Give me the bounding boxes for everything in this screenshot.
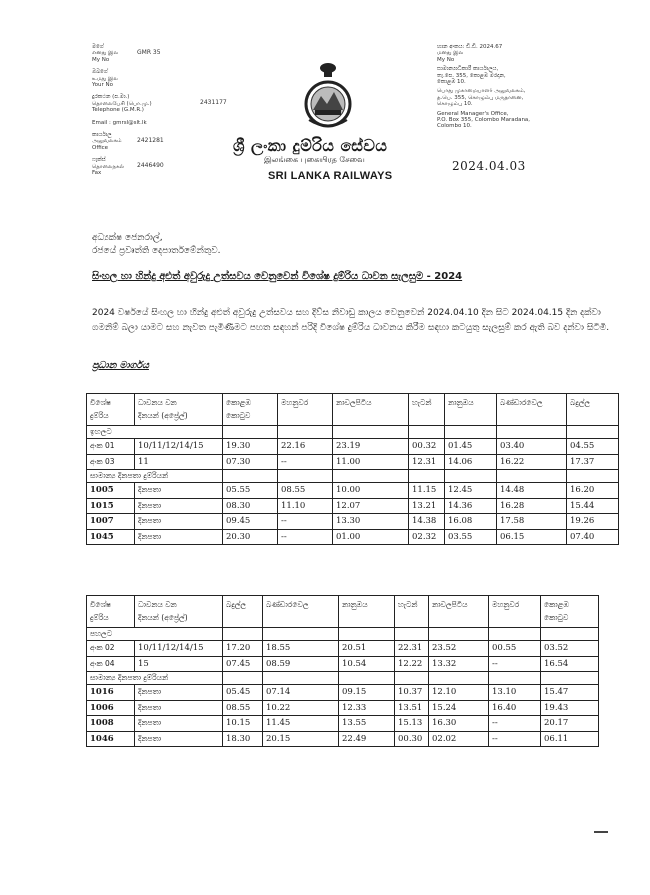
column-header bbox=[223, 394, 278, 426]
group-label: පහලට bbox=[87, 628, 223, 641]
office-address-line: General Manager's Office, bbox=[437, 110, 509, 117]
time-cell: 08.55 bbox=[223, 700, 263, 716]
time-cell: 01.00 bbox=[333, 529, 409, 545]
train-number: 1046 bbox=[87, 731, 135, 747]
column-header-line: දුම්රිය bbox=[90, 613, 109, 622]
time-cell: 22.16 bbox=[278, 439, 333, 455]
office-address-line: பொது முகாமையாளர் அலுவலகம், bbox=[437, 88, 526, 95]
time-cell: 16.22 bbox=[497, 454, 567, 470]
time-cell: 12.07 bbox=[333, 498, 409, 514]
time-cell: 06.15 bbox=[497, 529, 567, 545]
time-cell: 12.45 bbox=[445, 483, 497, 499]
time-cell: 16.40 bbox=[489, 700, 541, 716]
column-header-line: දුම්රිය bbox=[90, 411, 109, 420]
train-number: 1005 bbox=[87, 483, 135, 499]
empty-cell bbox=[339, 672, 395, 685]
office-address-line: My No bbox=[437, 56, 455, 63]
upward-timetable bbox=[86, 393, 619, 545]
table-row bbox=[87, 641, 599, 657]
time-cell: 03.52 bbox=[541, 641, 599, 657]
time-cell: -- bbox=[278, 454, 333, 470]
time-cell: 13.51 bbox=[395, 700, 429, 716]
column-header bbox=[409, 394, 445, 426]
train-number: 1008 bbox=[87, 716, 135, 732]
column-header-line: විශේෂ bbox=[90, 398, 111, 407]
empty-cell bbox=[497, 426, 567, 439]
time-cell: 07.45 bbox=[223, 656, 263, 672]
column-header-line: දිනයන් (අප්‍රේල්) bbox=[138, 613, 188, 622]
time-cell: 17.37 bbox=[567, 454, 619, 470]
group-row bbox=[87, 672, 599, 685]
time-cell: 05.45 bbox=[223, 685, 263, 701]
time-cell: 09.15 bbox=[339, 685, 395, 701]
time-cell: 17.58 bbox=[497, 514, 567, 530]
run-days: 10/11/12/14/15 bbox=[135, 641, 223, 657]
time-cell: 11.15 bbox=[409, 483, 445, 499]
run-days: දිනපතා bbox=[135, 685, 223, 701]
office-address-line: கொழும்பு 10. bbox=[437, 101, 473, 108]
train-number: 1015 bbox=[87, 498, 135, 514]
time-cell: 16.54 bbox=[541, 656, 599, 672]
contact-label: මගේ bbox=[92, 44, 104, 50]
time-cell: 13.30 bbox=[333, 514, 409, 530]
time-cell: 14.06 bbox=[445, 454, 497, 470]
empty-cell bbox=[409, 426, 445, 439]
train-number: අංක 04 bbox=[87, 656, 135, 672]
letter-body: 2024 වර්ෂයේ සිංහල හා හින්දු අළුත් අවුරුදු උත්සවය සහ දිව්ස නිවාඩු කාලය වෙනුවෙන් 2024.04.10 දින සිට 2024.04.15 දින දක්වා ගමනිම් බලා යාමට සහ නැවත පැමිණීමට පහත සඳහන් පරිදි විශේෂ දුම්රිය ධාවනය කිරීම සඳහා කටයුතු සැලසුම් කර ඇති බව දන්වා සිටිමි. bbox=[92, 308, 610, 333]
run-days: දිනපතා bbox=[135, 731, 223, 747]
time-cell: 15.13 bbox=[395, 716, 429, 732]
train-number: 1007 bbox=[87, 514, 135, 530]
column-header-line: මහනුවර bbox=[281, 398, 309, 407]
train-number: අංක 03 bbox=[87, 454, 135, 470]
table-row bbox=[87, 454, 619, 470]
empty-cell bbox=[223, 672, 263, 685]
downward-timetable bbox=[86, 595, 599, 747]
empty-cell bbox=[429, 628, 489, 641]
table-row bbox=[87, 716, 599, 732]
empty-cell bbox=[339, 628, 395, 641]
recipient-line: අධ්‍යක්ෂ ජෙනරාල්, bbox=[92, 233, 163, 243]
time-cell: 16.28 bbox=[497, 498, 567, 514]
contact-label: Telephone (G.M.R.) bbox=[92, 107, 144, 114]
time-cell: 19.43 bbox=[541, 700, 599, 716]
office-address-line: තැ.පෙ. 355, කොළඹ මරදාන, bbox=[437, 72, 506, 79]
empty-cell bbox=[445, 426, 497, 439]
column-header-line: බණ්ඩාරවෙල bbox=[500, 398, 543, 407]
column-header bbox=[333, 394, 409, 426]
table-row bbox=[87, 700, 599, 716]
column-header bbox=[489, 596, 541, 628]
time-cell: 08.59 bbox=[263, 656, 339, 672]
time-cell: 12.10 bbox=[429, 685, 489, 701]
empty-cell bbox=[395, 628, 429, 641]
empty-cell bbox=[263, 628, 339, 641]
contact-entry bbox=[92, 94, 272, 113]
time-cell: 15.47 bbox=[541, 685, 599, 701]
contact-label: දුරකථන (ප.මා.) bbox=[92, 94, 130, 101]
railway-emblem-icon bbox=[303, 58, 353, 132]
time-cell: 03.40 bbox=[497, 439, 567, 455]
train-number: අංක 01 bbox=[87, 439, 135, 455]
time-cell: 07.14 bbox=[263, 685, 339, 701]
time-cell: 20.30 bbox=[223, 529, 278, 545]
group-label: සාමාන්‍ය දිනපතා දුම්රියන් bbox=[87, 470, 223, 483]
time-cell: 12.22 bbox=[395, 656, 429, 672]
train-number: 1016 bbox=[87, 685, 135, 701]
run-days: දිනපතා bbox=[135, 498, 223, 514]
office-address-line: மனது இல bbox=[437, 50, 464, 57]
time-cell: -- bbox=[489, 731, 541, 747]
contact-value: GMR 35 bbox=[137, 49, 161, 56]
contact-label: Email : gmrsl@slt.lk bbox=[92, 119, 147, 126]
column-header bbox=[541, 596, 599, 628]
time-cell: 18.30 bbox=[223, 731, 263, 747]
empty-cell bbox=[489, 672, 541, 685]
recipient-line: රජයේ ප්‍රවෘත්ති දෙපාර්තමේන්තුව. bbox=[92, 246, 221, 256]
contact-label: Office bbox=[92, 144, 109, 151]
time-cell: 07.30 bbox=[223, 454, 278, 470]
empty-cell bbox=[223, 628, 263, 641]
contact-label: Your No bbox=[92, 82, 113, 89]
time-cell: 09.45 bbox=[223, 514, 278, 530]
group-label: ඉහලට bbox=[87, 426, 223, 439]
table-header-row bbox=[87, 394, 619, 426]
time-cell: 17.20 bbox=[223, 641, 263, 657]
contact-entry bbox=[92, 157, 272, 176]
org-name-english: SRI LANKA RAILWAYS bbox=[268, 170, 393, 182]
time-cell: 20.17 bbox=[541, 716, 599, 732]
column-header-line: කොටුව bbox=[544, 613, 569, 622]
time-cell: 13.55 bbox=[339, 716, 395, 732]
time-cell: 10.37 bbox=[395, 685, 429, 701]
time-cell: 16.30 bbox=[429, 716, 489, 732]
empty-cell bbox=[541, 628, 599, 641]
column-header bbox=[263, 596, 339, 628]
column-header bbox=[87, 394, 135, 426]
time-cell: 22.49 bbox=[339, 731, 395, 747]
contact-value: 2421281 bbox=[137, 137, 164, 145]
time-cell: 11.10 bbox=[278, 498, 333, 514]
empty-cell bbox=[567, 426, 619, 439]
contact-value: 2446490 bbox=[137, 162, 164, 170]
time-cell: 11.00 bbox=[333, 454, 409, 470]
table-row bbox=[87, 514, 619, 530]
time-cell: 00.55 bbox=[489, 641, 541, 657]
time-cell: 06.11 bbox=[541, 731, 599, 747]
time-cell: 07.40 bbox=[567, 529, 619, 545]
train-number: 1045 bbox=[87, 529, 135, 545]
column-header bbox=[135, 394, 223, 426]
org-name-sinhala: ශ්‍රී ලංකා දුම්රිය සේවය bbox=[233, 136, 388, 155]
office-address-line: හාන අංකය: ඩී.ඩී. 2024.67 bbox=[437, 44, 503, 50]
column-header-line: නාවලපිටිය bbox=[432, 600, 468, 609]
contact-label: ඔබගේ bbox=[92, 69, 108, 76]
contact-entry bbox=[92, 44, 272, 63]
column-header-line: හැටන් bbox=[412, 398, 432, 407]
time-cell: 10.00 bbox=[333, 483, 409, 499]
column-header bbox=[223, 596, 263, 628]
empty-cell bbox=[567, 470, 619, 483]
group-row bbox=[87, 426, 619, 439]
office-address-line: සාමාන්‍යාධිකාරී කාර්යාලය, bbox=[437, 66, 499, 73]
column-header-line: නානුඔය bbox=[448, 398, 474, 407]
time-cell: 14.48 bbox=[497, 483, 567, 499]
column-header-line: දිනයන් (අප්‍රේල්) bbox=[138, 411, 188, 420]
office-address-line: කොළඹ 10. bbox=[437, 79, 466, 86]
contact-label: Fax bbox=[92, 170, 102, 177]
table-row bbox=[87, 439, 619, 455]
empty-cell bbox=[333, 426, 409, 439]
column-header bbox=[278, 394, 333, 426]
letter-date: 2024.04.03 bbox=[452, 159, 526, 173]
column-header-line: කොටුව bbox=[226, 411, 251, 420]
time-cell: 10.15 bbox=[223, 716, 263, 732]
column-header bbox=[87, 596, 135, 628]
contact-label: அலுவலகம் bbox=[92, 138, 122, 145]
group-row bbox=[87, 470, 619, 483]
run-days: දිනපතා bbox=[135, 529, 223, 545]
column-header bbox=[497, 394, 567, 426]
contact-label: தொலைபேசி (பொ.மு.) bbox=[92, 100, 152, 107]
time-cell: 13.10 bbox=[489, 685, 541, 701]
column-header-line: ධාවනය වන bbox=[138, 600, 177, 609]
contact-value: 2431177 bbox=[200, 99, 227, 107]
contact-label: தொலைநகல் bbox=[92, 163, 125, 170]
time-cell: -- bbox=[489, 656, 541, 672]
time-cell: 13.21 bbox=[409, 498, 445, 514]
time-cell: 04.55 bbox=[567, 439, 619, 455]
time-cell: 02.02 bbox=[429, 731, 489, 747]
table-row bbox=[87, 529, 619, 545]
time-cell: 19.30 bbox=[223, 439, 278, 455]
run-days: දිනපතා bbox=[135, 514, 223, 530]
empty-cell bbox=[278, 470, 333, 483]
column-header-line: බණ්ඩාරවෙල bbox=[266, 600, 309, 609]
group-row bbox=[87, 628, 599, 641]
empty-cell bbox=[429, 672, 489, 685]
train-number: අංක 02 bbox=[87, 641, 135, 657]
contact-label: My No bbox=[92, 56, 110, 63]
empty-cell bbox=[223, 470, 278, 483]
column-header-line: නාවලපිටිය bbox=[336, 398, 372, 407]
table-row bbox=[87, 498, 619, 514]
time-cell: 13.32 bbox=[429, 656, 489, 672]
office-address-line: த.பெ. 355, கொழும்பு மருதானை, bbox=[437, 94, 524, 101]
time-cell: 03.55 bbox=[445, 529, 497, 545]
empty-cell bbox=[333, 470, 409, 483]
column-header-line: ධාවනය වන bbox=[138, 398, 177, 407]
contact-label: කාර්යාල bbox=[92, 132, 112, 139]
time-cell: 15.24 bbox=[429, 700, 489, 716]
empty-cell bbox=[489, 628, 541, 641]
time-cell: 10.22 bbox=[263, 700, 339, 716]
column-header bbox=[339, 596, 395, 628]
train-number: 1006 bbox=[87, 700, 135, 716]
table-row bbox=[87, 483, 619, 499]
time-cell: 00.30 bbox=[395, 731, 429, 747]
group-label: සාමාන්‍ය දිනපතා දුම්රියන් bbox=[87, 672, 223, 685]
time-cell: 11.45 bbox=[263, 716, 339, 732]
column-header-line: බදුල්ල bbox=[226, 600, 247, 609]
time-cell: -- bbox=[278, 529, 333, 545]
run-days: 11 bbox=[135, 454, 223, 470]
page-mark bbox=[594, 831, 608, 833]
time-cell: 02.32 bbox=[409, 529, 445, 545]
column-header-line: කොළඹ bbox=[544, 600, 569, 609]
time-cell: 12.31 bbox=[409, 454, 445, 470]
contact-entry bbox=[92, 120, 272, 126]
column-header-line: නානුඔය bbox=[342, 600, 368, 609]
time-cell: 22.31 bbox=[395, 641, 429, 657]
recipient-address bbox=[92, 232, 220, 258]
table-header-row bbox=[87, 596, 599, 628]
empty-cell bbox=[541, 672, 599, 685]
time-cell: 10.54 bbox=[339, 656, 395, 672]
time-cell: 14.36 bbox=[445, 498, 497, 514]
run-days: දිනපතා bbox=[135, 483, 223, 499]
column-header bbox=[445, 394, 497, 426]
column-header bbox=[429, 596, 489, 628]
time-cell: 08.55 bbox=[278, 483, 333, 499]
run-days: දිනපතා bbox=[135, 716, 223, 732]
empty-cell bbox=[223, 426, 278, 439]
empty-cell bbox=[263, 672, 339, 685]
column-header-line: විශේෂ bbox=[90, 600, 111, 609]
time-cell: 16.08 bbox=[445, 514, 497, 530]
table-row bbox=[87, 731, 599, 747]
column-header-line: මහනුවර bbox=[492, 600, 520, 609]
contact-entry bbox=[92, 69, 272, 88]
column-header-line: කොළඹ bbox=[226, 398, 251, 407]
letter-subject: සිංහල හා හින්දු අළුත් අවුරුදු උත්සවය වෙනුවෙන් විශේෂ දුම්රිය ධාවන සැලසුම - 2024 bbox=[92, 271, 463, 282]
time-cell: 18.55 bbox=[263, 641, 339, 657]
time-cell: 23.52 bbox=[429, 641, 489, 657]
empty-cell bbox=[278, 426, 333, 439]
empty-cell bbox=[497, 470, 567, 483]
column-header-line: හැටන් bbox=[398, 600, 418, 609]
time-cell: 20.15 bbox=[263, 731, 339, 747]
time-cell: 05.55 bbox=[223, 483, 278, 499]
time-cell: -- bbox=[278, 514, 333, 530]
time-cell: -- bbox=[489, 716, 541, 732]
empty-cell bbox=[445, 470, 497, 483]
office-address-line: P.O. Box 355, Colombo Maradana, bbox=[437, 117, 531, 124]
time-cell: 01.45 bbox=[445, 439, 497, 455]
run-days: 10/11/12/14/15 bbox=[135, 439, 223, 455]
time-cell: 12.33 bbox=[339, 700, 395, 716]
run-days: 15 bbox=[135, 656, 223, 672]
table-row bbox=[87, 656, 599, 672]
contact-label: ෆැක්ස් bbox=[92, 157, 106, 164]
time-cell: 23.19 bbox=[333, 439, 409, 455]
empty-cell bbox=[395, 672, 429, 685]
office-address-line: Colombo 10. bbox=[437, 123, 472, 130]
time-cell: 19.26 bbox=[567, 514, 619, 530]
section-title: ප්‍රධාන මාර්ගය bbox=[92, 360, 149, 371]
empty-cell bbox=[409, 470, 445, 483]
time-cell: 16.20 bbox=[567, 483, 619, 499]
time-cell: 00.32 bbox=[409, 439, 445, 455]
column-header bbox=[135, 596, 223, 628]
time-cell: 15.44 bbox=[567, 498, 619, 514]
org-name-tamil: இலங்கை புகையிரத சேவை bbox=[264, 155, 365, 164]
contact-label: உமது இல bbox=[92, 75, 118, 82]
time-cell: 08.30 bbox=[223, 498, 278, 514]
column-header-line: බදුල්ල bbox=[570, 398, 591, 407]
contact-label: எனது இல bbox=[92, 50, 119, 57]
time-cell: 14.38 bbox=[409, 514, 445, 530]
column-header bbox=[395, 596, 429, 628]
column-header bbox=[567, 394, 619, 426]
table-row bbox=[87, 685, 599, 701]
letterhead-office-address bbox=[437, 44, 577, 130]
letterhead-contact-block bbox=[92, 44, 272, 183]
time-cell: 20.51 bbox=[339, 641, 395, 657]
run-days: දිනපතා bbox=[135, 700, 223, 716]
